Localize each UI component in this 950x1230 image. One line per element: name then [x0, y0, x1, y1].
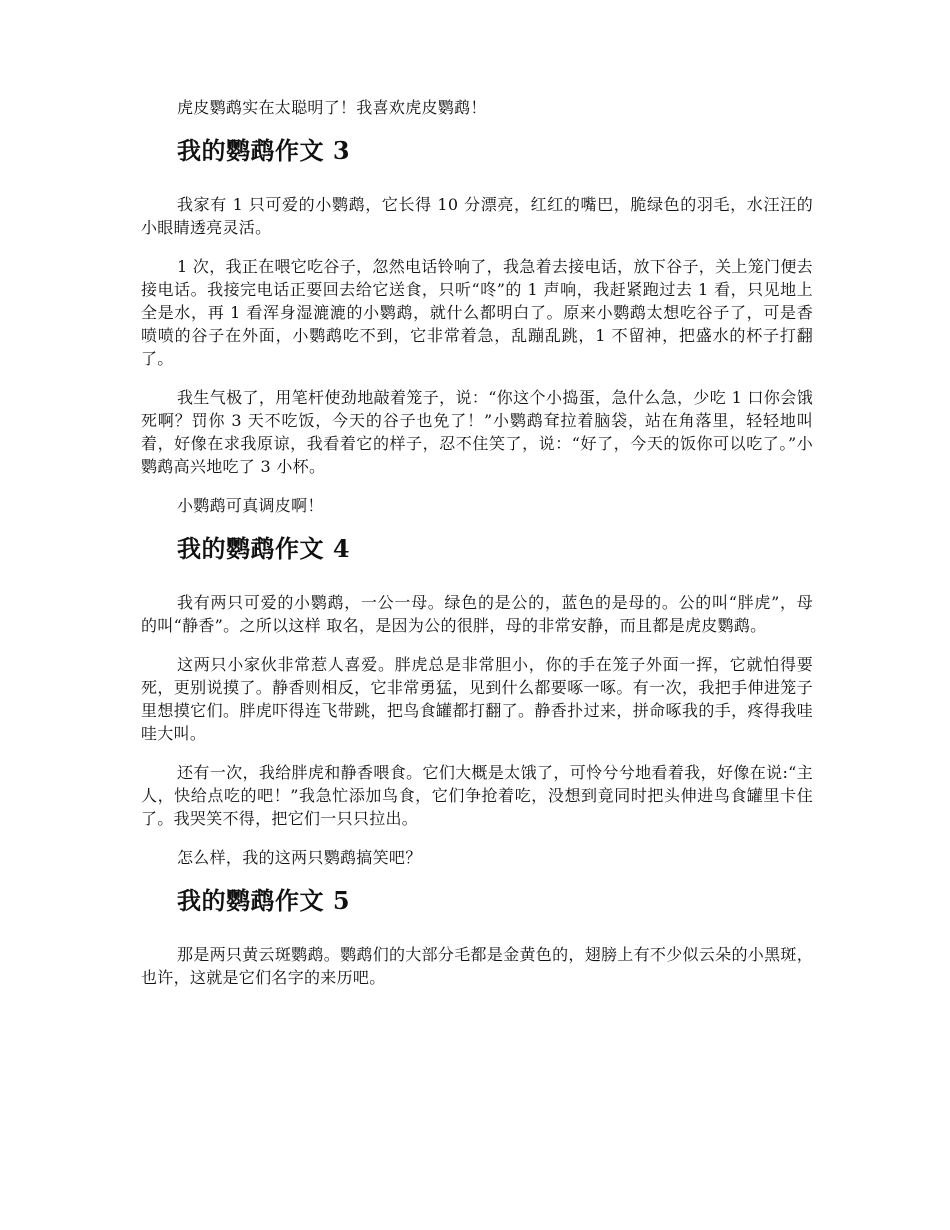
paragraph: 还有一次，我给胖虎和静香喂食。它们大概是太饿了，可怜兮兮地看着我，好像在说:“主人，快给点吃的吧！”我急忙添加鸟食，它们争抢着吃，没想到竟同时把头伸进鸟食罐里卡住了。我哭笑不得，把它们一只只拉出。 — [141, 763, 813, 828]
paragraph: 1 次，我正在喂它吃谷子，忽然电话铃响了，我急着去接电话，放下谷子，关上笼门便去接电话。我接完电话正要回去给它送食，只听“咚”的 1 声响，我赶紧跑过去 1 看，只见地上全是水，再 1 看浑身湿漉漉的小鹦鹉，就什么都明白了。原来小鹦鹉太想吃谷子了，可是香喷喷的谷子在外面，小鹦鹉吃不到，它非常着急，乱蹦乱跳，1 不留神，把盛水的杯子打翻了。 — [141, 257, 813, 368]
section-heading: 我的鹦鹉作文 5 — [177, 886, 351, 915]
document-page — [141, 96, 813, 1005]
section-heading: 我的鹦鹉作文 4 — [177, 534, 351, 563]
paragraph: 虎皮鹦鹉实在太聪明了！我喜欢虎皮鹦鹉！ — [177, 98, 487, 117]
paragraph: 这两只小家伙非常惹人喜爱。胖虎总是非常胆小，你的手在笼子外面一挥，它就怕得要死，更别说摸了。静香则相反，它非常勇猛，见到什么都要啄一啄。有一次，我把手伸进笼子里想摸它们。胖虎吓得连飞带跳，把鸟食罐都打翻了。静香扑过来，拼命啄我的手，疼得我哇哇大叫。 — [141, 655, 813, 743]
paragraph: 我生气极了，用笔杆使劲地敲着笼子，说：“你这个小捣蛋，急什么急，少吃 1 口你会饿死啊？罚你 3 天不吃饭，今天的谷子也免了！”小鹦鹉耷拉着脑袋，站在角落里，轻轻地叫着，好像在求我原谅，我看着它的样子，忍不住笑了，说：“好了，今天的饭你可以吃了。”小鹦鹉高兴地吃了 3 小杯。 — [141, 388, 813, 476]
section-heading: 我的鹦鹉作文 3 — [177, 136, 351, 165]
paragraph: 怎么样，我的这两只鹦鹉搞笑吧？ — [177, 848, 422, 867]
paragraph: 我有两只可爱的小鹦鹉，一公一母。绿色的是公的，蓝色的是母的。公的叫“胖虎”，母的叫“静香”。之所以这样 取名，是因为公的很胖，母的非常安静，而且都是虎皮鹦鹉。 — [141, 593, 813, 635]
paragraph: 那是两只黄云斑鹦鹉。鹦鹉们的大部分毛都是金黄色的，翅膀上有不少似云朵的小黑斑，也许，这就是它们名字的来历吧。 — [141, 945, 813, 987]
paragraph: 小鹦鹉可真调皮啊！ — [177, 496, 324, 515]
paragraph: 我家有 1 只可爱的小鹦鹉，它长得 10 分漂亮，红红的嘴巴，脆绿色的羽毛，水汪汪的小眼睛透亮灵活。 — [141, 195, 813, 237]
